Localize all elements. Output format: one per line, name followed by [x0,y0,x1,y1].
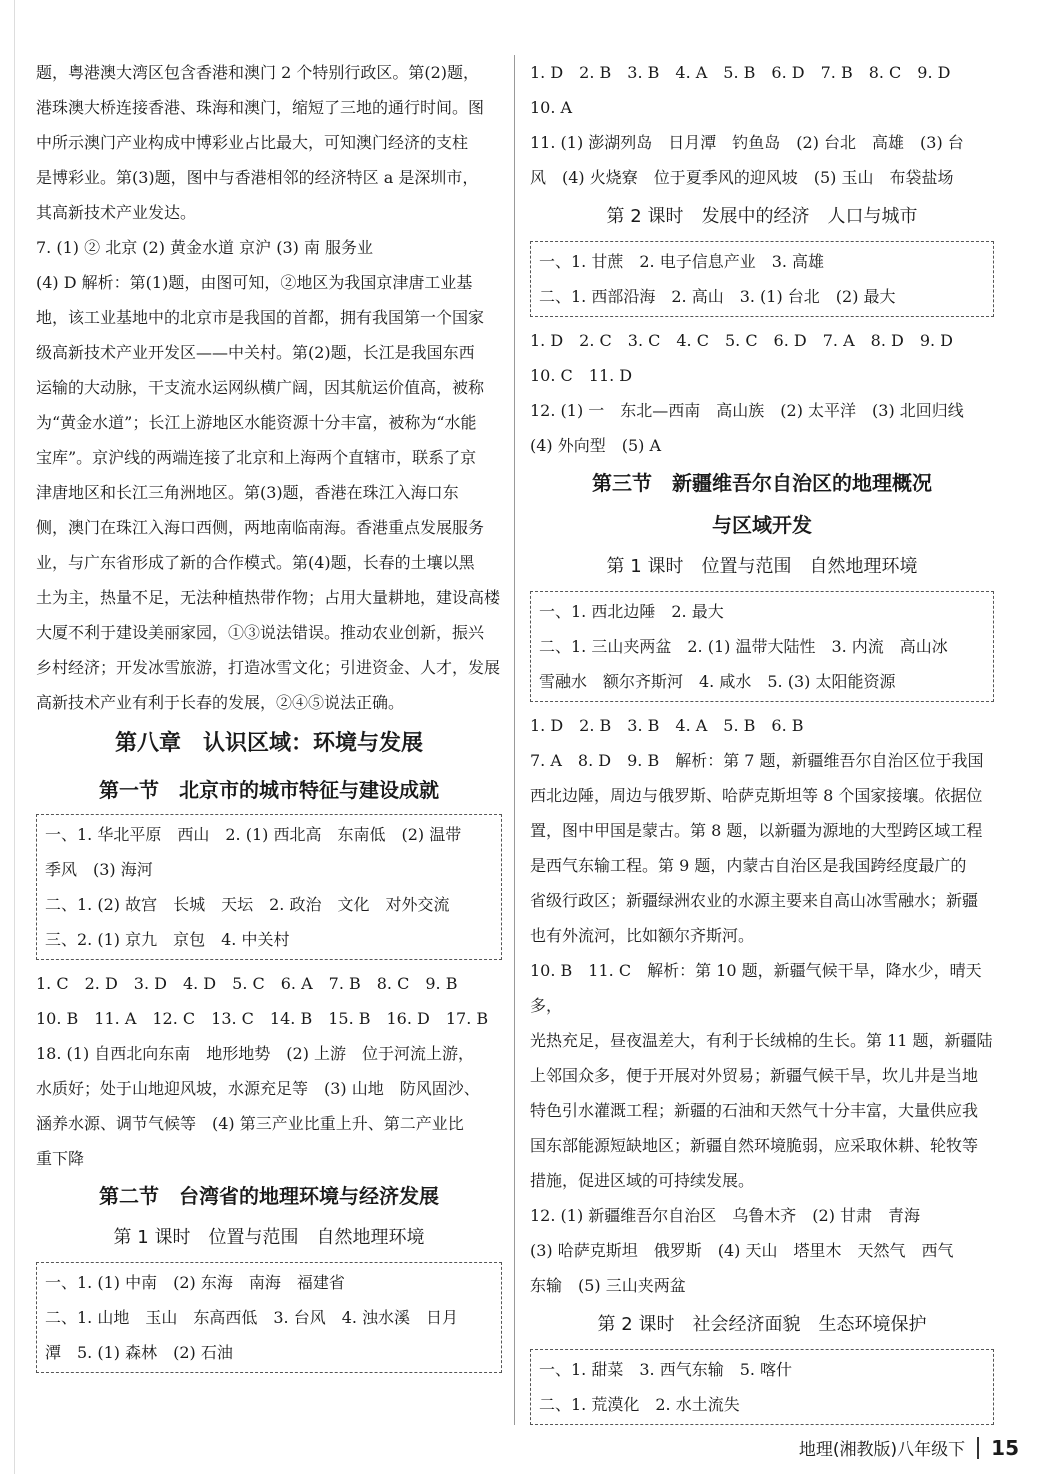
left-column [36,55,502,1379]
text-line: 东输 (5) 三山夹两盆 [530,1276,686,1295]
section-1-answer-box [36,814,502,960]
section-1-title: 第一节 北京市的城市特征与建设成就 [99,778,439,802]
text-line: 雪融水 额尔齐斯河 4. 咸水 5. (3) 太阳能资源 [539,672,896,691]
text-line: 地，该工业基地中的北京市是我国的首都，拥有我国第一个国家 [36,308,485,327]
text-line: 为“黄金水道”；长江上游地区水能资源十分丰富，被称为“水能 [36,413,477,432]
text-line: 二、1. (2) 故宫 长城 天坛 2. 政治 文化 对外交流 [45,895,450,914]
text-line: 季风 (3) 海河 [45,860,153,879]
text-line: 1. D 2. C 3. C 4. C 5. C 6. D 7. A 8. D 9. D [530,331,954,350]
text-line: (4) 外向型 (5) A [530,436,662,455]
text-line: 侧，澳门在珠江入海口西侧，两地南临南海。香港重点发展服务 [36,518,485,537]
text-line: 1. C 2. D 3. D 4. D 5. C 6. A 7. B 8. C 9. B [36,974,458,993]
page-footer [799,1435,1019,1460]
section-3-lesson-2-box [530,1349,994,1425]
text-line: 10. B 11. C 解析：第 10 题，新疆气候干旱，降水少，晴天多， [530,961,982,1015]
book-title: 地理(湘教版)八年级下 [798,1440,966,1460]
text-line: 运输的大动脉，干支流水运网纵横广阔，因其航运价值高，被称 [36,378,485,397]
text-line: 其高新技术产业发达。 [36,203,197,222]
section-2-lesson-1-title: 第 1 课时 位置与范围 自然地理环境 [113,1227,425,1248]
text-line: 涵养水源、调节气候等 (4) 第三产业比重上升、第二产业比 [36,1114,464,1133]
text-line: 一、1. 甜菜 3. 西气东输 5. 喀什 [539,1360,793,1379]
text-line: 上邻国众多，便于开展对外贸易；新疆气候干旱，坎儿井是当地 [530,1066,979,1085]
text-line: 二、1. 三山夹两盆 2. (1) 温带大陆性 3. 内流 高山冰 [539,637,948,656]
chapter-title: 第八章 认识区域：环境与发展 [114,731,423,756]
text-line: 7. A 8. D 9. B 解析：第 7 题，新疆维吾尔自治区位于我国 [530,751,984,770]
section-2-lesson-1-box [36,1262,502,1373]
section-3-lesson-1-title: 第 1 课时 位置与范围 自然地理环境 [606,556,918,577]
page-number: 15 [977,1437,1019,1459]
section-3-title-line-2: 与区域开发 [712,513,812,537]
text-line: 宝库”。京沪线的两端连接了北京和上海两个直辖市，联系了京 [36,448,477,467]
text-line: 也有外流河，比如额尔齐斯河。 [530,926,755,945]
text-line: 重下降 [36,1149,85,1168]
text-line: 中所示澳门产业构成中博彩业占比最大，可知澳门经济的支柱 [36,133,469,152]
text-line: 国东部能源短缺地区；新疆自然环境脆弱，应采取休耕、轮牧等 [530,1136,979,1155]
section-3-lesson-2-title: 第 2 课时 社会经济面貌 生态环境保护 [597,1314,927,1335]
text-line: 津唐地区和长江三角洲地区。第(3)题，香港在珠江入海口东 [36,483,459,502]
text-line: 高新技术产业有利于长春的发展，②④⑤说法正确。 [36,693,405,712]
text-line: 10. A [530,98,573,117]
binding-gutter [0,0,15,1474]
text-line: 措施，促进区域的可持续发展。 [530,1171,755,1190]
text-line: 一、1. 华北平原 西山 2. (1) 西北高 东南低 (2) 温带 [45,825,462,844]
text-line: 级高新技术产业开发区——中关村。第(2)题，长江是我国东西 [36,343,475,362]
text-line: 10. C 11. D [530,366,633,385]
text-line: 12. (1) 新疆维吾尔自治区 乌鲁木齐 (2) 甘肃 青海 [530,1206,921,1225]
text-line: 水质好；处于山地迎风坡，水源充足等 (3) 山地 防风固沙、 [36,1079,480,1098]
column-divider [514,55,515,1425]
text-line: 10. B 11. A 12. C 13. C 14. B 15. B 16. D 17. B [36,1009,489,1028]
text-line: 1. D 2. B 3. B 4. A 5. B 6. D 7. B 8. C 9. D [530,63,951,82]
text-line: 业，与广东省形成了新的合作模式。第(4)题，长春的土壤以黑 [36,553,475,572]
text-line: 11. (1) 澎湖列岛 日月潭 钓鱼岛 (2) 台北 高雄 (3) 台 [530,133,964,152]
section-3-lesson-1-box [530,591,994,702]
text-line: 港珠澳大桥连接香港、珠海和澳门，缩短了三地的通行时间。图 [36,98,485,117]
text-line: 二、1. 山地 玉山 东高西低 3. 台风 4. 浊水溪 日月 [45,1308,459,1327]
text-line: 一、1. (1) 中南 (2) 东海 南海 福建省 [45,1273,345,1292]
text-line: 7. (1) ② 北京 (2) 黄金水道 京沪 (3) 南 服务业 [36,238,374,257]
section-1-answers [36,966,502,1176]
text-line: 置，图中甲国是蒙古。第 8 题，以新疆为源地的大型跨区域工程 [530,821,983,840]
text-line: 一、1. 西北边陲 2. 最大 [539,602,724,621]
text-line: (4) D 解析：第(1)题，由图可知，②地区为我国京津唐工业基 [36,273,473,292]
text-line: 二、1. 西部沿海 2. 高山 3. (1) 台北 (2) 最大 [539,287,896,306]
section-2-lesson-2-title: 第 2 课时 发展中的经济 人口与城市 [606,206,918,227]
text-line: 是西气东输工程。第 9 题，内蒙古自治区是我国跨经度最广的 [530,856,967,875]
answer-explanation-block [36,55,502,720]
text-line: 三、2. (1) 京九 京包 4. 中关村 [45,930,290,949]
text-line: 12. (1) 一 东北—西南 高山族 (2) 太平洋 (3) 北回归线 [530,401,964,420]
text-line: 土为主，热量不足，无法种植热带作物；占用大量耕地，建设高楼 [36,588,501,607]
text-line: 风 (4) 火烧寮 位于夏季风的迎风坡 (5) 玉山 布袋盐场 [530,168,954,187]
text-line: 题，粤港澳大湾区包含香港和澳门 2 个特别行政区。第(2)题， [36,63,480,82]
text-line: 一、1. 甘蔗 2. 电子信息产业 3. 高雄 [539,252,825,271]
text-line: 西北边陲，周边与俄罗斯、哈萨克斯坦等 8 个国家接壤。依据位 [530,786,983,805]
section-2-lesson-1-answers [530,55,994,195]
section-3-title-line-1: 第三节 新疆维吾尔自治区的地理概况 [592,471,932,495]
right-column [530,55,994,1431]
section-2-lesson-2-box [530,241,994,317]
text-line: 潭 5. (1) 森林 (2) 石油 [45,1343,233,1362]
text-line: 光热充足，昼夜温差大，有利于长绒棉的生长。第 11 题，新疆陆 [530,1031,993,1050]
text-line: 是博彩业。第(3)题，图中与香港相邻的经济特区 a 是深圳市， [36,168,479,187]
section-2-lesson-2-answers [530,323,994,463]
section-3-lesson-1-answers [530,708,994,1303]
text-line: 二、1. 荒漠化 2. 水土流失 [539,1395,740,1414]
text-line: 特色引水灌溉工程；新疆的石油和天然气十分丰富，大量供应我 [530,1101,979,1120]
text-line: 18. (1) 自西北向东南 地形地势 (2) 上游 位于河流上游， [36,1044,475,1063]
section-2-title: 第二节 台湾省的地理环境与经济发展 [99,1184,439,1208]
text-line: (3) 哈萨克斯坦 俄罗斯 (4) 天山 塔里木 天然气 西气 [530,1241,954,1260]
text-line: 1. D 2. B 3. B 4. A 5. B 6. B [530,716,804,735]
text-line: 乡村经济；开发冰雪旅游，打造冰雪文化；引进资金、人才，发展 [36,658,501,677]
text-line: 大厦不利于建设美丽家园，①③说法错误。推动农业创新，振兴 [36,623,485,642]
text-line: 省级行政区；新疆绿洲农业的水源主要来自高山冰雪融水；新疆 [530,891,979,910]
